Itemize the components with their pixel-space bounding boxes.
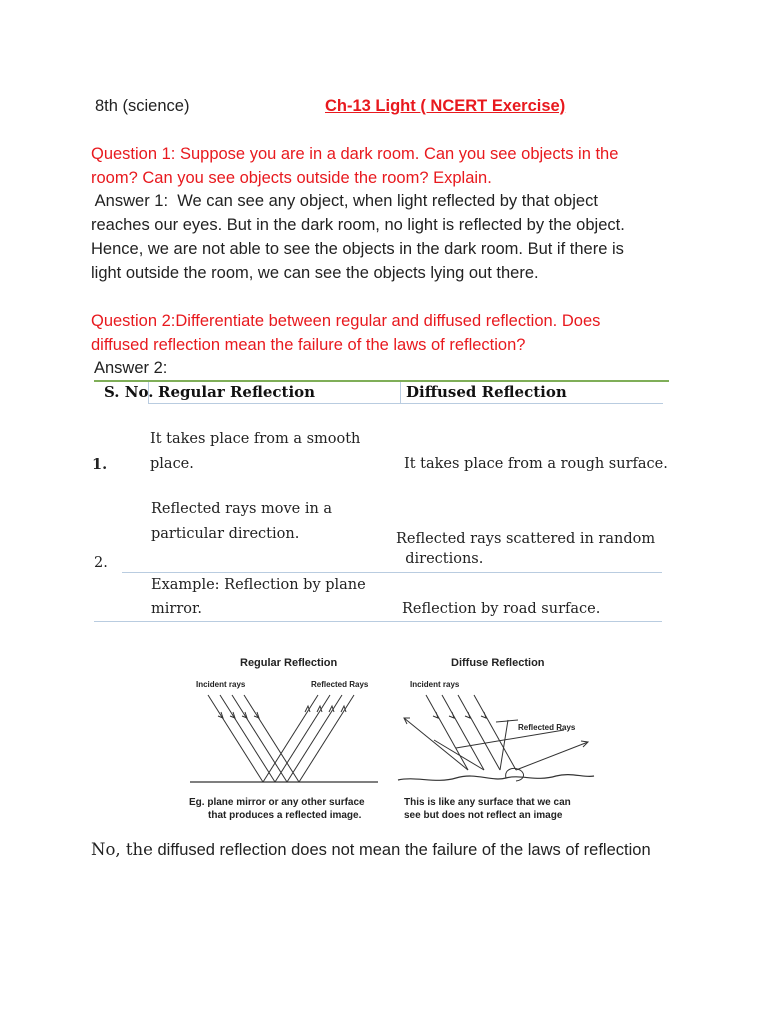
table-row-2-regular-line-1: Reflected rays move in a — [151, 501, 333, 517]
q1-answer-line-2: reaches our eyes. But in the dark room, no light is reflected by the object. — [91, 216, 625, 234]
diffuse-incident-label: Incident rays — [410, 680, 460, 689]
diffuse-caption-line-1: This is like any surface that we can — [404, 797, 571, 808]
q2-question-line-1: Question 2:Differentiate between regular and diffused reflection. Does — [91, 312, 601, 330]
q2-question-line-2: diffused reflection mean the failure of the laws of reflection? — [91, 336, 526, 354]
diffuse-reflection-diagram — [396, 690, 596, 790]
table-row-3-regular-line-1: Example: Reflection by plane — [151, 577, 366, 593]
regular-caption-line-2: that produces a reflected image. — [208, 810, 362, 821]
table-row-2-regular-line-2: particular direction. — [151, 526, 300, 542]
table-row-3-diffused: Reflection by road surface. — [402, 601, 601, 617]
q1-question-line-2: room? Can you see objects outside the room? Explain. — [91, 169, 492, 187]
table-header-underline — [148, 403, 663, 404]
conclusion-prefix: No, the — [91, 840, 153, 859]
regular-incident-label: Incident rays — [196, 680, 246, 689]
table-top-border — [94, 380, 669, 382]
regular-reflected-label: Reflected Rays — [311, 680, 369, 689]
regular-caption-line-1: Eg. plane mirror or any other surface — [189, 797, 365, 808]
q1-question-line-1: Question 1: Suppose you are in a dark room. Can you see objects in the — [91, 145, 619, 163]
diffuse-caption-line-2: see but does not reflect an image — [404, 810, 563, 821]
table-header-divider — [400, 382, 401, 404]
table-row-1-diffused: It takes place from a rough surface. — [404, 456, 668, 472]
conclusion — [91, 838, 651, 862]
q1-answer-line-4: light outside the room, we can see the objects lying out there. — [91, 264, 539, 282]
table-row-2-diffused-line-1: Reflected rays scattered in random — [396, 531, 656, 547]
table-row-3-regular-line-2: mirror. — [151, 601, 202, 617]
table-row-1-regular-line-1: It takes place from a smooth — [150, 431, 361, 447]
table-header-diffused: Diffused Reflection — [406, 383, 567, 401]
diffuse-reflection-title: Diffuse Reflection — [451, 657, 545, 669]
table-bottom-border — [94, 621, 662, 622]
diffuse-reflected-label: Reflected Rays — [518, 723, 576, 732]
table-row-2-sno: 2. — [94, 555, 108, 571]
q1-answer-line-1: Answer 1: We can see any object, when light reflected by that object — [91, 192, 598, 210]
conclusion-text: diffused reflection does not mean the failure of the laws of reflection — [152, 841, 651, 859]
table-row-1-regular-line-2: place. — [150, 456, 194, 472]
regular-reflection-title: Regular Reflection — [240, 657, 338, 669]
q2-answer-label: Answer 2: — [94, 359, 168, 377]
table-row-2-diffused-line-2: directions. — [396, 551, 484, 567]
table-header-regular: Regular Reflection — [158, 383, 316, 401]
class-label: 8th (science) — [95, 97, 190, 115]
table-header-sno: S. No. — [104, 383, 154, 401]
chapter-title: Ch-13 Light ( NCERT Exercise) — [325, 97, 566, 115]
q1-answer-line-3: Hence, we are not able to see the objects in the dark room. But if there is — [91, 240, 624, 258]
table-row-1-sno: 1. — [92, 456, 108, 473]
regular-reflection-diagram — [188, 690, 383, 790]
